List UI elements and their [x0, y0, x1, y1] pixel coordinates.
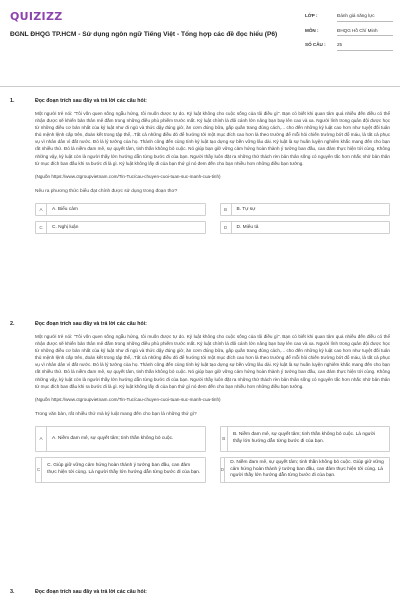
answer-option-d[interactable]	[220, 221, 391, 234]
header-divider	[0, 86, 400, 87]
option-letter: D	[221, 458, 226, 482]
answer-option-b[interactable]	[220, 426, 391, 452]
option-text: A. Niềm đam mê, sự quyết tâm; tinh thần không bỏ cuộc.	[52, 435, 174, 441]
reading-passage: Một người trẻ nói: "Tôi vốn quen sống ngẫu hứng, tôi muốn được tự do. Kỷ luật không cho cuộc sống của tôi điều gì". Bạn có biết khi quan tâm quá nhiều đến điều có thể nhận được sẽ khiến bản thân mê đắm trong những điều phù phiếm trước mắt. Kỷ luật chính là đôi cánh lớn nâng bạn bay lên cao và xa. Người lính trong quân đội được học từ những điều cơ bản nhất của kỷ luật như đi ngủ và thức dậy đúng giờ, ăn cơm đúng bữa, gấp quần trang đúng cách,... cho đến những kỷ luật cao hơn như tuyệt đối tuân thủ mệnh lệnh cấp trên, đoàn kết trong tập thể,..Tất cả những điều đó để hướng tới một mục đích cao hơn là theo trường để mỗi hỏi chiến trường bớt đổ máu, là tất cả phục vụ vì nhân dân vì đất nước. Đó là lý tưởng của họ. Thành công đến cùng tính kỷ luật tạo dựng sự bền vững lâu dài. Kỷ luật là sự huấn luyện nghiêm khắc mang đến cho bạn rất nhiều thứ. Đó là niềm đam mê, sự quyết tâm, tinh thần không bỏ cuộc. Nó giúp bạn giữ vững cảm hứng hoàn thành ý tưởng ban đầu, can đảm thực hiện tới cùng. Không những vậy, kỷ luật còn là người thầy lớn hướng dẫn từng bước đi của bạn. Người thầy luôn đặt ra những thử thách rèn bản thân sống có nguyên tắc hơn nhắc nhở bản thân từ mục đích ban đầu khi ra bước đi là gì. Kỷ luật không lấy đi của bạn thứ gì nó đem đến cho bạn nhiều hơn những điều bạn tưởng.	[35, 334, 390, 389]
meta-row-subject	[305, 28, 393, 37]
question-number: 2.	[10, 321, 15, 327]
question-number: 1.	[10, 98, 15, 104]
question-3	[10, 589, 390, 595]
answer-option-b[interactable]	[220, 203, 391, 216]
meta-key: SỐ CÂU :	[305, 42, 326, 47]
option-letter: A	[36, 427, 47, 451]
option-letter: B	[221, 427, 228, 451]
question-instruction: Đọc đoạn trích sau đây và trả lời các câu hỏi:	[35, 321, 147, 327]
option-text: D. Miêu tả	[236, 224, 259, 230]
question-prompt: Trong văn bản, rất nhiều thứ mà kỷ luật mang đến cho bạn là những thứ gì?	[35, 411, 197, 417]
answer-option-a[interactable]	[35, 203, 206, 216]
answer-options	[35, 426, 390, 483]
option-text: C. Nghị luận	[52, 224, 79, 230]
option-letter: B	[221, 204, 232, 215]
reading-passage: Một người trẻ nói: "Tôi vốn quen sống ngẫu hứng, tôi muốn được tự do. Kỷ luật không cho cuộc sống của tôi điều gì". Bạn có biết khi quan tâm quá nhiều đến điều có thể nhận được sẽ khiến bản thân mê đắm trong những điều phù phiếm trước mắt. Kỷ luật chính là đôi cánh lớn nâng bạn bay lên cao và xa. Người lính trong quân đội được học từ những điều cơ bản nhất của kỷ luật như đi ngủ và thức dậy đúng giờ, ăn cơm đúng bữa, gấp quần trang đúng cách,... cho đến những kỷ luật cao hơn như tuyệt đối tuân thủ mệnh lệnh cấp trên, đoàn kết trong tập thể,..Tất cả những điều đó để hướng tới một mục đích cao hơn là theo trường để mỗi hỏi chiến trường bớt đổ máu, là tất cả phục vụ vì nhân dân vì đất nước. Đó là lý tưởng của họ. Thành công đến cùng tính kỷ luật tạo dựng sự bền vững lâu dài. Kỷ luật là sự huấn luyện nghiêm khắc mang đến cho bạn rất nhiều thứ. Đó là niềm đam mê, sự quyết tâm, tinh thần không bỏ cuộc. Nó giúp bạn giữ vững cảm hứng hoàn thành ý tưởng ban đầu, can đảm thực hiện tới cùng. Không những vậy, kỷ luật còn là người thầy lớn hướng dẫn từng bước đi của bạn. Người thầy luôn đặt ra những thử thách rèn bản thân sống có nguyên tắc hơn nhắc nhở bản thân từ mục đích ban đầu khi ra bước đi là gì. Kỷ luật không lấy đi của bạn thứ gì nó đem đến cho bạn nhiều hơn những điều bạn tưởng.	[35, 111, 390, 166]
option-letter: A	[36, 204, 47, 215]
answer-option-d[interactable]	[220, 457, 391, 483]
answer-options	[35, 203, 390, 234]
option-text: B. Niềm đam mê, sự quyết tâm; tinh thần không bỏ cuộc. Là người thầy lớn hướng dẫn từng bước đi của bạn.	[232, 432, 376, 444]
worksheet-meta	[305, 13, 393, 57]
meta-value: 25	[337, 42, 393, 51]
option-letter: D	[221, 222, 232, 233]
passage-source: (Nguồn https://www.ctgroupvietnam.com/Tin-Tuc/cau-chuyen-cuoi-tuan-suc-manh-cua-tinh)	[35, 173, 221, 179]
option-text: C. Giúp giữ vững cảm hứng hoàn thành ý tưởng ban đầu, can đảm thực hiện tới cùng. Là người thầy lớn hướng dẫn từng bước đi của bạn.	[47, 463, 201, 475]
question-instruction: Đọc đoạn trích sau đây và trả lời các câu hỏi:	[35, 589, 147, 595]
option-letter: C	[36, 458, 42, 482]
page-title: ĐGNL ĐHQG TP.HCM - Sử dụng ngôn ngữ Tiếng Việt - Tổng hợp các đề đọc hiểu (P6)	[10, 31, 278, 38]
meta-row-count	[305, 42, 393, 51]
answer-option-c[interactable]	[35, 457, 206, 483]
meta-key: MÔN :	[305, 27, 319, 33]
passage-source: (Nguồn https://www.ctgroupvietnam.com/Tin-Tuc/cau-chuyen-cuoi-tuan-suc-manh-cua-tinh)	[35, 396, 221, 402]
option-letter: C	[36, 222, 47, 233]
option-text: A. Biểu cảm	[52, 206, 78, 212]
meta-value: Đánh giá năng lực	[337, 13, 393, 22]
question-prompt: Nêu ra phương thức biểu đạt chính được sử dụng trong đoạn thơ?	[35, 188, 178, 194]
question-instruction: Đọc đoạn trích sau đây và trả lời các câu hỏi:	[35, 98, 147, 104]
quizizz-logo: QUIZIZZ	[10, 10, 63, 23]
option-text: D. Niềm đam mê, sự quyết tâm; tinh thần không bỏ cuộc. Giúp giữ vững cảm hứng hoàn thành ý tưởng ban đầu, can đảm thực hiện tới cùng. Là người thầy lớn hướng dẫn từng bước đi của bạn.	[230, 460, 384, 478]
question-2	[10, 321, 390, 483]
answer-option-c[interactable]	[35, 221, 206, 234]
meta-row-class	[305, 13, 393, 22]
option-text: B. Tự sự	[236, 206, 256, 212]
answer-option-a[interactable]	[35, 426, 206, 452]
question-number: 3.	[10, 589, 15, 595]
question-1	[10, 98, 390, 234]
meta-value: ĐHQG Hồ Chí Minh	[337, 28, 393, 37]
meta-key: LỚP :	[305, 13, 318, 18]
